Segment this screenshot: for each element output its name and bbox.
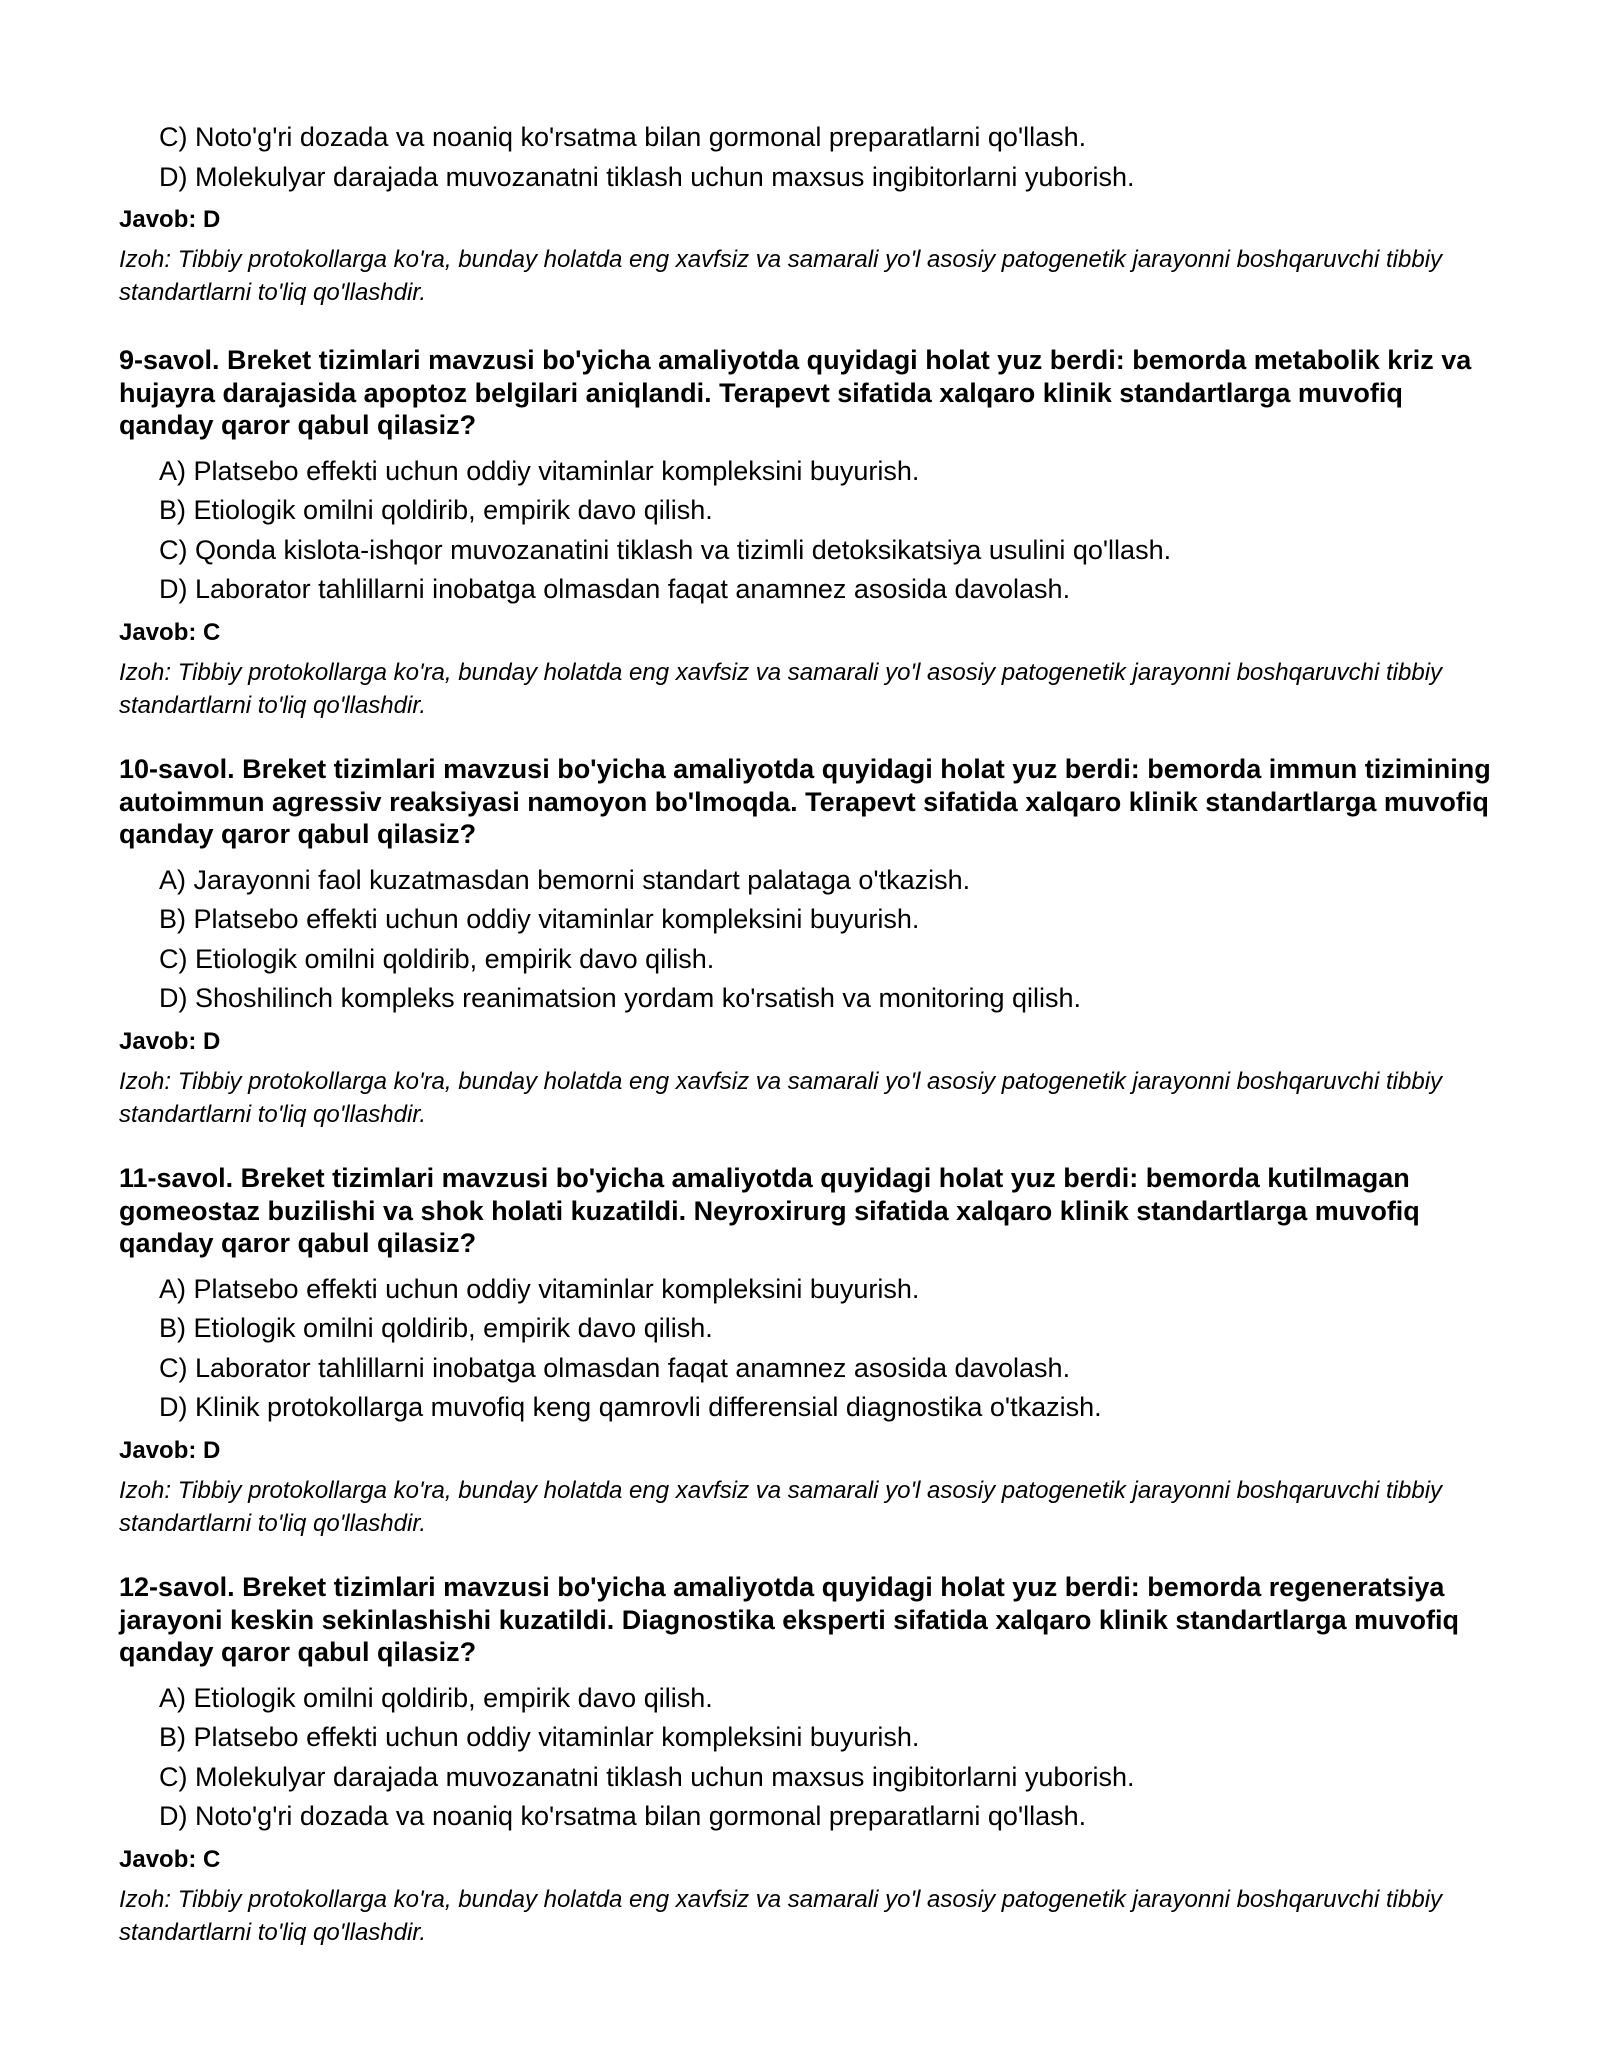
explanation-note: Izoh: Tibbiy protokollarga ko'ra, bunday holatda eng xavfsiz va samarali yo'l asosiy patogenetik jarayonni boshqaruvchi tibbiy standartlarni to'liq qo'llashdir. (119, 1476, 1443, 1537)
question-block-10 (119, 753, 1499, 1131)
option-d: D) Klinik protokollarga muvofiq keng qamrovli differensial diagnostika o'tkazish. (159, 1392, 1102, 1422)
option-d: D) Laborator tahlillarni inobatga olmasdan faqat anamnez asosida davolash. (159, 574, 1071, 604)
option-a: A) Platsebo effekti uchun oddiy vitaminlar kompleksini buyurish. (159, 455, 920, 486)
option-c: C) Etiologik omilni qoldirib, empirik davo qilish. (159, 943, 715, 974)
answer-label: Javob: D (119, 206, 221, 233)
question-title: 11-savol. Breket tizimlari mavzusi bo'yicha amaliyotda quyidagi holat yuz berdi: bemorda kutilmagan gomeostaz buzilishi va shok holati kuzatildi. Neyroxirurg sifatida xalqaro klinik standartlarga muvofiq qanday qaror qabul qilasiz? (119, 1163, 1420, 1258)
question-title: 9-savol. Breket tizimlari mavzusi bo'yicha amaliyotda quyidagi holat yuz berdi: bemorda metabolik kriz va hujayra darajasida apoptoz belgilari aniqlandi. Terapevt sifatida xalqaro klinik standartlarga muvofiq qanday qaror qabul qilasiz? (119, 345, 1472, 440)
option-d: D) Noto'g'ri dozada va noaniq ko'rsatma bilan gormonal preparatlarni qo'llash. (159, 1801, 1087, 1831)
question-block-11 (119, 1162, 1499, 1540)
answer-label: Javob: D (119, 1027, 221, 1055)
option-c: C) Molekulyar darajada muvozanatni tiklash uchun maxsus ingibitorlarni yuborish. (159, 1761, 1135, 1792)
question-block-12 (119, 1571, 1499, 1949)
question-block-9 (119, 344, 1499, 722)
answer-label: Javob: D (119, 1436, 221, 1464)
option-c: C) Qonda kislota-ishqor muvozanatini tiklash va tizimli detoksikatsiya usulini qo'llash. (159, 534, 1172, 565)
option-c: C) Laborator tahlillarni inobatga olmasdan faqat anamnez asosida davolash. (159, 1352, 1071, 1383)
option-b: B) Platsebo effekti uchun oddiy vitaminlar kompleksini buyurish. (159, 904, 920, 934)
explanation-note: Izoh: Tibbiy protokollarga ko'ra, bunday holatda eng xavfsiz va samarali yo'l asosiy patogenetik jarayonni boshqaruvchi tibbiy standartlarni to'liq qo'llashdir. (119, 658, 1443, 719)
explanation-note: Izoh: Tibbiy protokollarga ko'ra, bunday holatda eng xavfsiz va samarali yo'l asosiy patogenetik jarayonni boshqaruvchi tibbiy standartlarni to'liq qo'llashdir. (119, 246, 1443, 306)
question-block-partial (119, 118, 1499, 309)
option-b: B) Etiologik omilni qoldirib, empirik davo qilish. (159, 495, 713, 525)
explanation-note: Izoh: Tibbiy protokollarga ko'ra, bunday holatda eng xavfsiz va samarali yo'l asosiy patogenetik jarayonni boshqaruvchi tibbiy standartlarni to'liq qo'llashdir. (119, 1885, 1443, 1946)
answer-label: Javob: C (119, 1845, 221, 1873)
explanation-note: Izoh: Tibbiy protokollarga ko'ra, bunday holatda eng xavfsiz va samarali yo'l asosiy patogenetik jarayonni boshqaruvchi tibbiy standartlarni to'liq qo'llashdir. (119, 1067, 1443, 1128)
question-title: 10-savol. Breket tizimlari mavzusi bo'yicha amaliyotda quyidagi holat yuz berdi: bemorda immun tizimining autoimmun agressiv reaksiyasi namoyon bo'lmoqda. Terapevt sifatida xalqaro klinik standartlarga muvofiq qanday qaror qabul qilasiz? (119, 754, 1491, 849)
option-a: A) Platsebo effekti uchun oddiy vitaminlar kompleksini buyurish. (159, 1273, 920, 1304)
option-a: A) Etiologik omilni qoldirib, empirik davo qilish. (159, 1682, 713, 1713)
option-c: C) Noto'g'ri dozada va noaniq ko'rsatma bilan gormonal preparatlarni qo'llash. (159, 122, 1087, 152)
option-b: B) Etiologik omilni qoldirib, empirik davo qilish. (159, 1313, 713, 1343)
option-d: D) Molekulyar darajada muvozanatni tiklash uchun maxsus ingibitorlarni yuborish. (159, 161, 1135, 192)
answer-label: Javob: C (119, 618, 221, 646)
option-b: B) Platsebo effekti uchun oddiy vitaminlar kompleksini buyurish. (159, 1722, 920, 1752)
option-a: A) Jarayonni faol kuzatmasdan bemorni standart palataga o'tkazish. (159, 864, 971, 895)
option-d: D) Shoshilinch kompleks reanimatsion yordam ko'rsatish va monitoring qilish. (159, 983, 1082, 1013)
question-title: 12-savol. Breket tizimlari mavzusi bo'yicha amaliyotda quyidagi holat yuz berdi: bemorda regeneratsiya jarayoni keskin sekinlashishi kuzatildi. Diagnostika eksperti sifatida xalqaro klinik standartlarga muvofiq qanday qaror qabul qilasiz? (119, 1572, 1459, 1667)
